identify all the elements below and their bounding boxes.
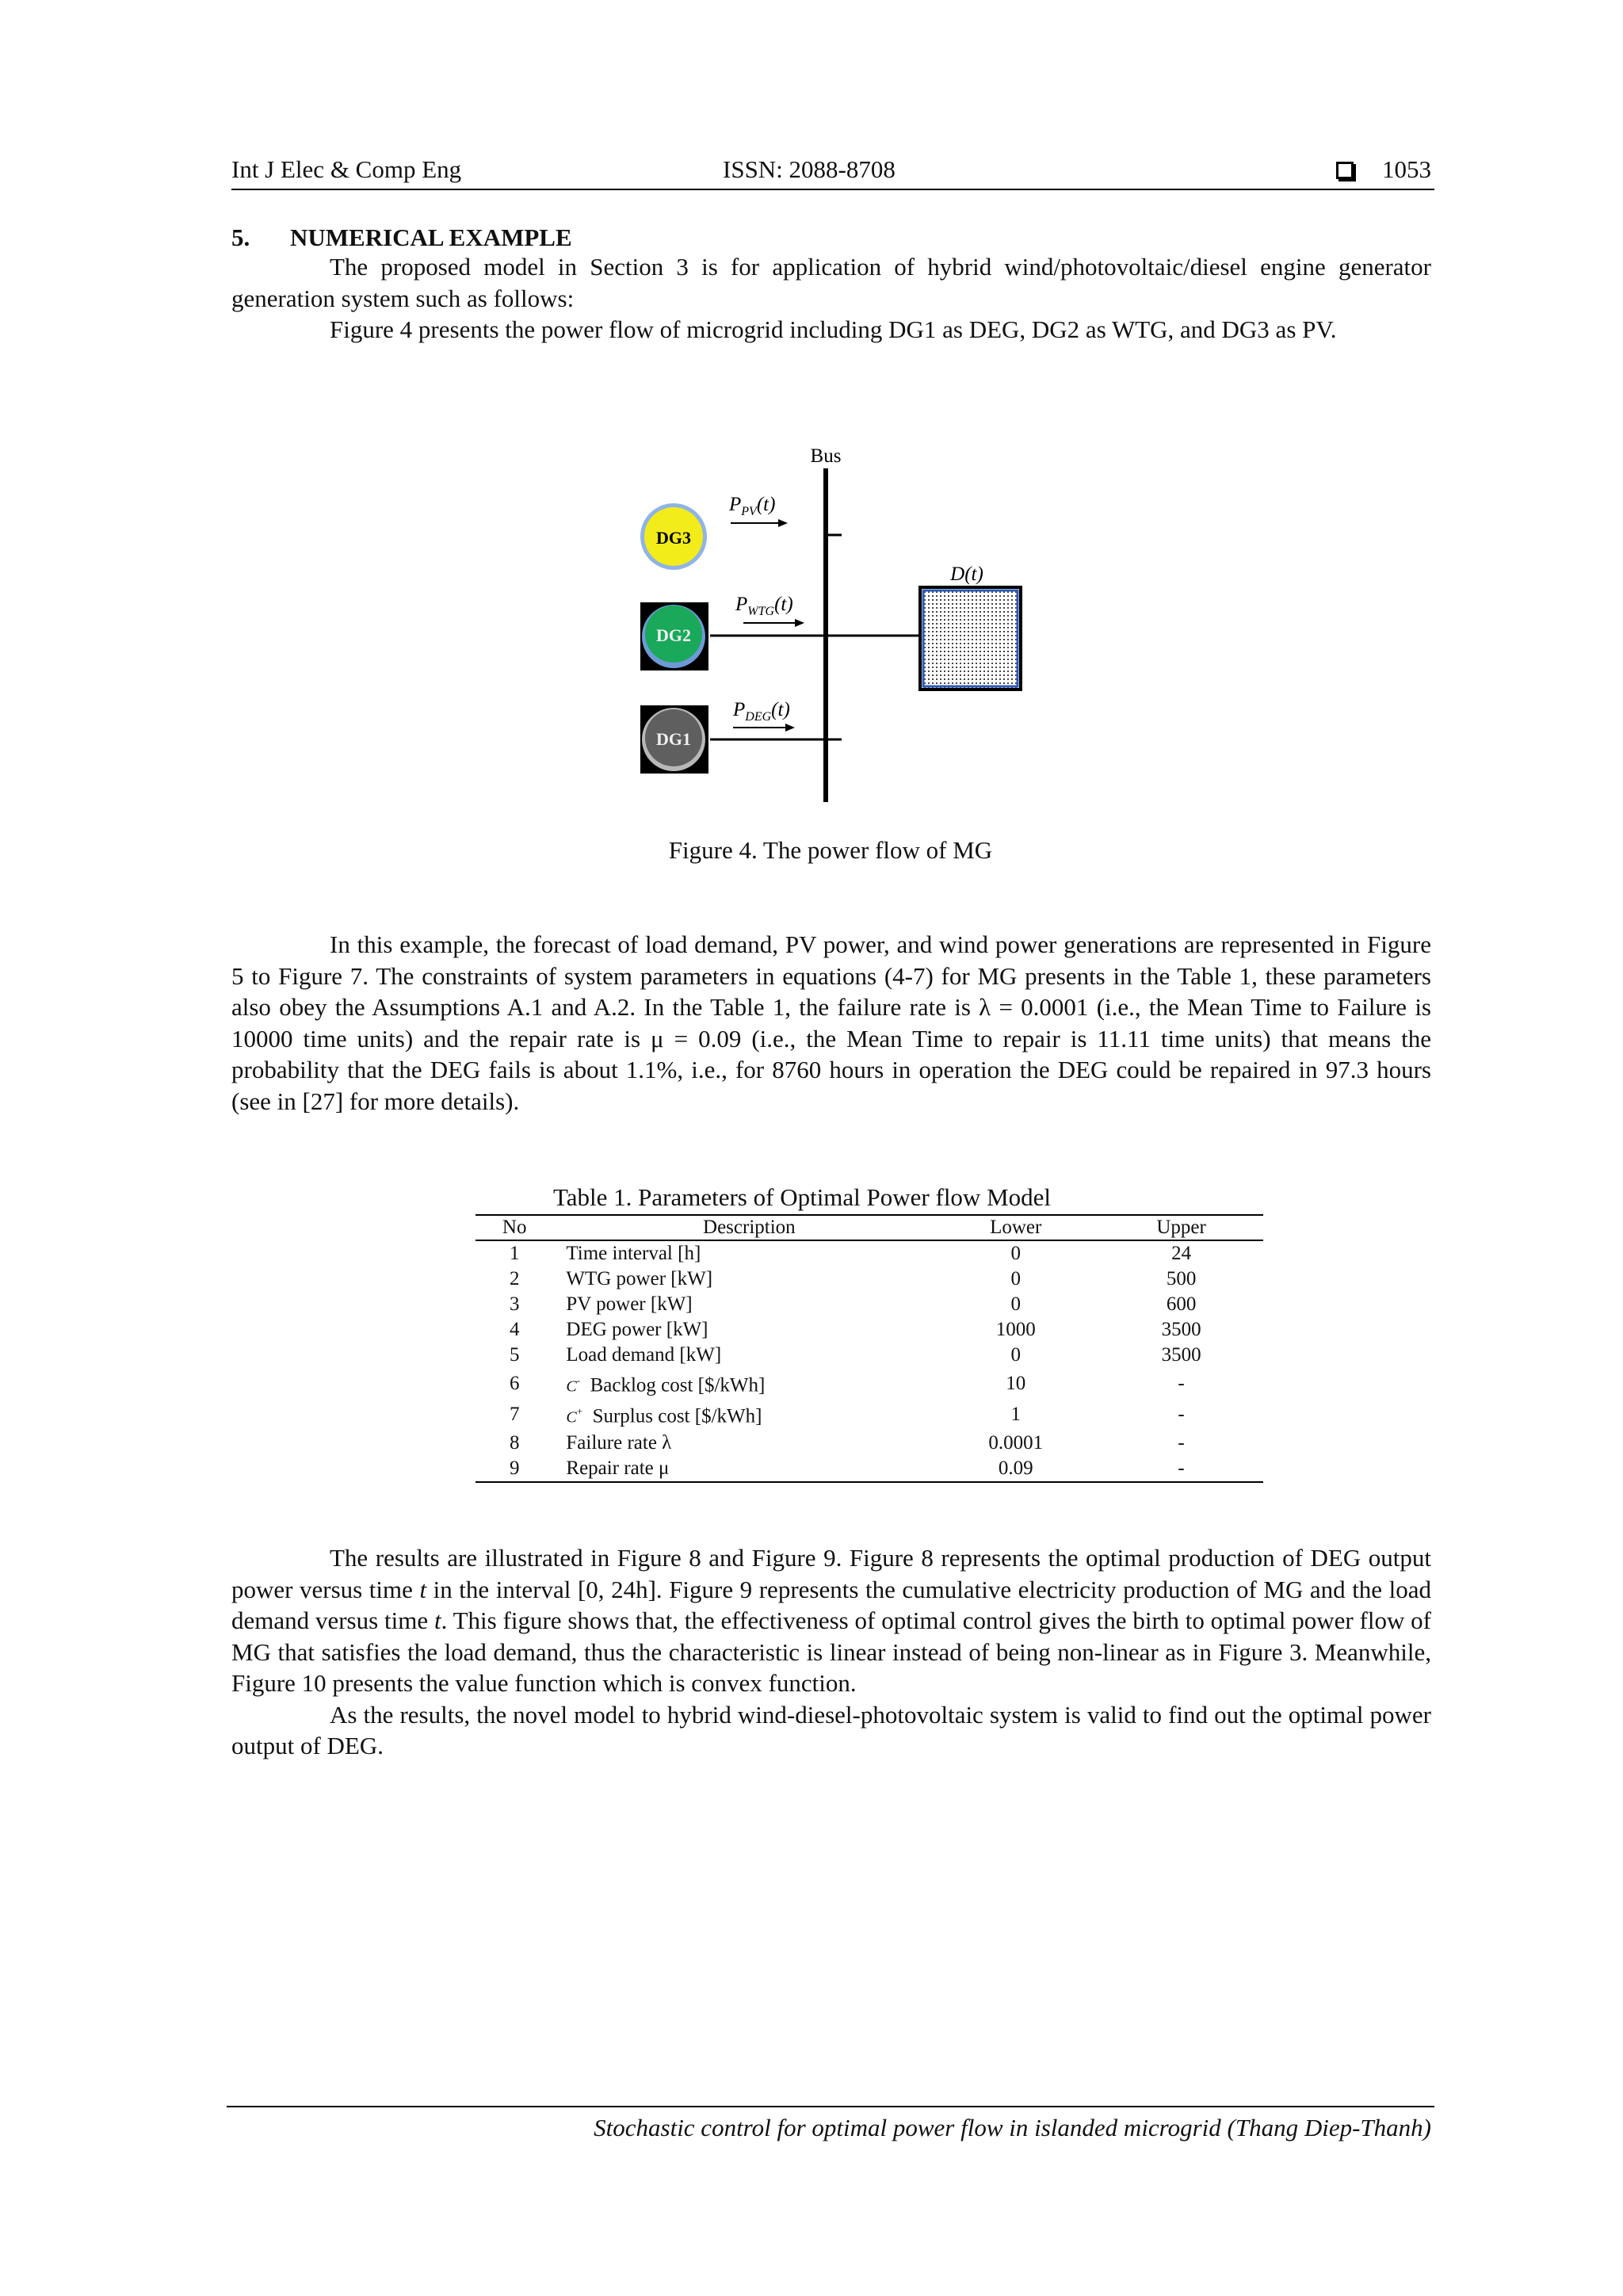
cell-description: Failure rate λ [566,1431,672,1454]
paragraph-3: In this example, the forecast of load demand, PV power, and wind power generations are represented in Figure 5 to Figure 7. The constraints of system parameters in equations (4-7) for MG presents in the Table 1, these parameters also obey the Assumptions A.1 and A.2. In the Table 1, the failure rate is λ = 0.0001 (i.e., the Mean Time to Failure is 10000 time units) and the repair rate is μ = 0.09 (i.e., the Mean Time to repair is 11.11 time units) that means the probability that the DEG fails is about 1.1%, i.e., for 8760 hours in operation the DEG could be repaired in 97.3 hours (see in [27] for more details). [231,930,1431,1115]
header-rule [231,189,1434,190]
flow-label-pv: $P_{PV}(t)$ [729,494,776,518]
cell-lower: 0.0001 [988,1431,1044,1454]
bus-label: Bus [810,445,842,467]
cell-no: 9 [475,1456,553,1482]
cell-upper: 600 [1166,1293,1197,1315]
cell-lower: 0 [1010,1268,1021,1289]
results-paragraphs [231,1542,1431,1762]
cell-lower: 10 [1006,1372,1026,1394]
cell-no: 6 [509,1372,520,1394]
cell-upper: 3500 [1161,1344,1201,1366]
col-header-no: No [475,1215,553,1240]
col-header-upper: Upper [1099,1215,1263,1240]
paragraph-2: Figure 4 presents the power flow of microgrid including DG1 as DEG, DG2 as WTG, and DG3 as PV. [330,315,1337,343]
cell-upper: - [1099,1456,1263,1482]
cell-no: 3 [509,1293,520,1315]
issn: ISSN: 2088-8708 [723,155,896,183]
arrowhead-deg [785,724,795,732]
footer-rule [227,2106,1434,2107]
cell-upper: - [1178,1403,1185,1425]
section-title: NUMERICAL EXAMPLE [290,223,572,251]
figure-caption: Figure 4. The power flow of MG [668,836,993,864]
box-bullet-icon [1336,162,1354,179]
cell-no: 8 [509,1431,520,1454]
cell-description: DEG power [kW] [566,1319,708,1340]
col-header-description: Description [553,1215,932,1240]
dg1-generator [640,705,708,774]
cell-lower: 0 [1010,1293,1021,1315]
cell-description: PV power [kW] [566,1293,693,1315]
cost-symbol: C [566,1377,577,1396]
table-row [475,1343,1263,1368]
cell-no: 5 [509,1344,520,1366]
cell-description [553,1368,932,1399]
section-heading [231,223,572,252]
cell-description [553,1399,932,1430]
table-row [475,1431,1263,1456]
flow-label-wtg: $P_{WTG}(t)$ [735,594,793,618]
table-row [475,1368,1263,1399]
paragraph-1: The proposed model in Section 3 is for application of hybrid wind/photovoltaic/diesel engine generator generation system such as follows: [231,253,1431,312]
col-header-lower: Lower [932,1215,1099,1240]
cell-no: 1 [509,1243,520,1264]
dg2-label: DG2 [656,625,691,645]
description-text: Surplus cost [$/kWh] [592,1405,762,1427]
cost-symbol: C [566,1408,577,1427]
running-footer: Stochastic control for optimal power flow in islanded microgrid (Thang Diep-Thanh) [594,2114,1431,2141]
description-text: Backlog cost [$/kWh] [590,1374,766,1396]
table-title: Table 1. Parameters of Optimal Power flow Model [553,1183,1052,1211]
intro-paragraphs [231,251,1431,346]
page-number-block [1336,155,1431,184]
cell-upper: 3500 [1161,1319,1201,1340]
cell-lower: 1 [1010,1403,1021,1425]
parameters-table [475,1214,1263,1483]
dg2-generator [640,602,708,670]
page-number: 1053 [1382,155,1431,183]
cell-no: 2 [509,1268,520,1289]
cell-description: Load demand [kW] [566,1344,722,1366]
cell-no: 7 [509,1403,520,1425]
paragraph-5: As the results, the novel model to hybrid wind-diesel-photovoltaic system is valid to find out the optimal power output of DEG. [231,1700,1431,1759]
paragraph-3-block [231,929,1431,1117]
section-number: 5. [231,223,250,251]
table-row [475,1317,1263,1343]
table-row [475,1456,1263,1482]
cell-lower: 0 [1010,1344,1021,1366]
cost-symbol-sup: - [576,1374,581,1386]
journal-name: Int J Elec & Comp Eng [231,155,462,183]
cell-lower: 0 [1010,1243,1021,1264]
load-box [920,587,1021,690]
cell-description: Time interval [h] [566,1243,701,1264]
dg3-generator [640,503,707,570]
arrowhead-pv [778,519,788,527]
flow-label-deg: $P_{DEG}(t)$ [733,699,790,724]
cell-upper: 500 [1166,1268,1197,1289]
cell-upper: - [1178,1372,1185,1394]
table-row [475,1292,1263,1317]
power-flow-figure [618,440,1062,812]
dg3-label: DG3 [656,528,691,548]
cell-upper: 24 [1171,1243,1192,1264]
cost-symbol-sup: + [576,1405,583,1418]
arrowhead-wtg [795,619,804,627]
table-row [475,1240,1263,1266]
paragraph-4: The results are illustrated in Figure 8 and Figure 9. Figure 8 represents the optimal production of DEG output power versus time t in the interval [0, 24h]. Figure 9 represents the cumulative electricity production of MG and the load demand versus time t. This figure shows that, the effectiveness of optimal control gives the birth to optimal power flow of MG that satisfies the load demand, thus the characteristic is linear instead of being non-linear as in Figure 3. Meanwhile, Figure 10 presents the value function which is convex function. [231,1544,1431,1697]
cell-upper: - [1178,1431,1185,1454]
table-row [475,1266,1263,1292]
table-row [475,1399,1263,1430]
cell-lower: 0.09 [932,1456,1099,1482]
cell-description: WTG power [kW] [566,1268,713,1289]
load-label: D(t) [950,563,983,585]
cell-no: 4 [509,1319,520,1340]
dg1-label: DG1 [656,729,691,749]
table-header-row [475,1215,1263,1240]
cell-lower: 1000 [995,1319,1036,1340]
cell-description: Repair rate μ [553,1456,932,1482]
